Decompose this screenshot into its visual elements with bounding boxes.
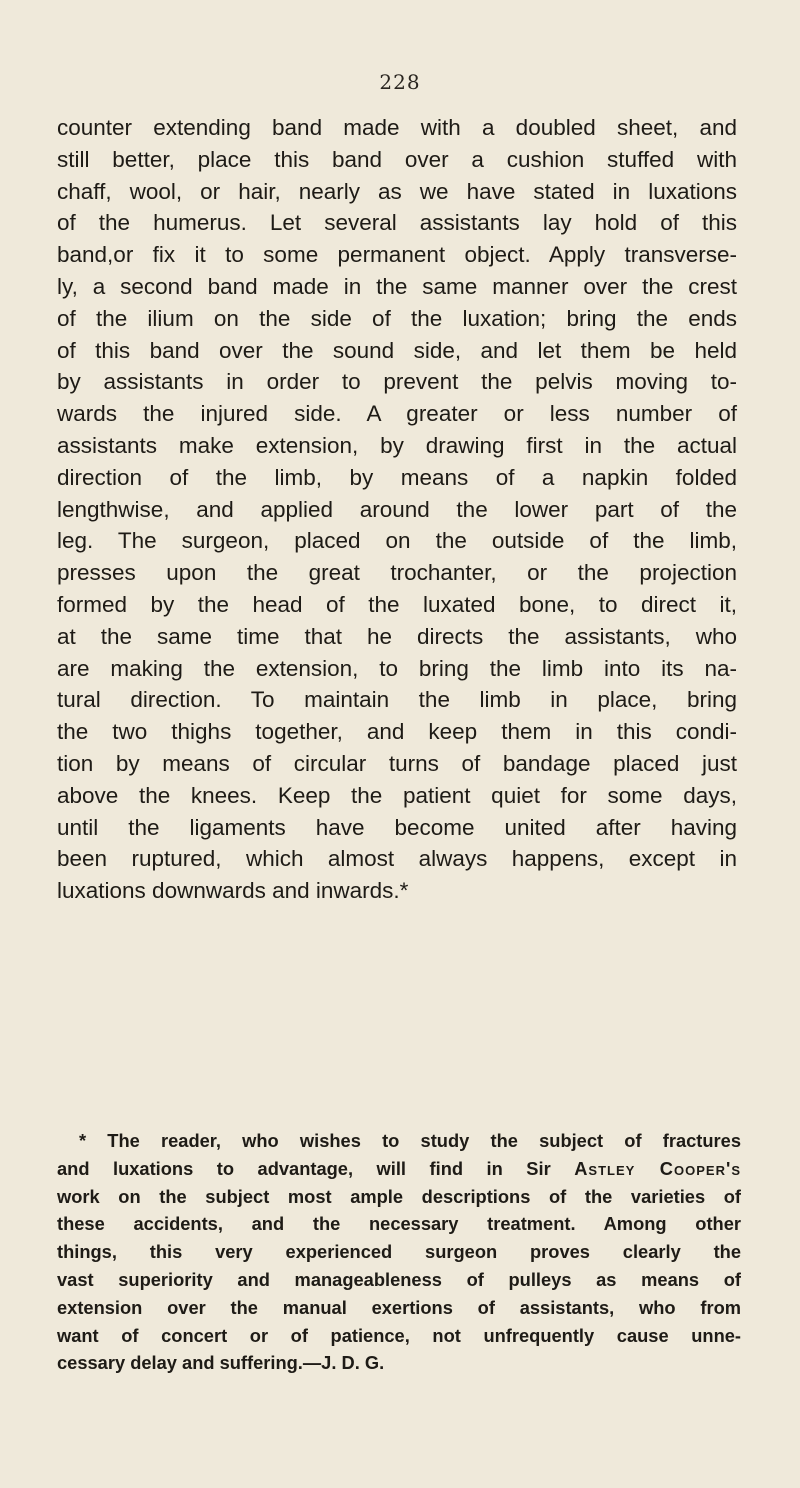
text-line: of this band over the sound side, and let them be held xyxy=(57,337,737,363)
text-line: assistants make extension, by drawing first in the actual xyxy=(57,432,737,458)
text-line: by assistants in order to prevent the pelvis moving to- xyxy=(57,369,737,395)
footnote-line xyxy=(57,1155,741,1183)
text-line: band,or fix it to some permanent object. Apply transverse- xyxy=(57,242,737,268)
footnote-author-name: Astley Cooper's xyxy=(574,1157,741,1179)
footnote-line: extension over the manual exertions of assistants, who from xyxy=(57,1296,741,1318)
text-line: of the ilium on the side of the luxation; bring the ends xyxy=(57,305,737,331)
footnote xyxy=(57,1127,741,1377)
main-text xyxy=(57,112,737,907)
text-line: lengthwise, and applied around the lower part of the xyxy=(57,496,737,522)
footnote-line: work on the subject most ample descriptions of the varieties of xyxy=(57,1185,741,1207)
text-line: counter extending band made with a doubled sheet, and xyxy=(57,115,737,140)
text-line: leg. The surgeon, placed on the outside of the limb, xyxy=(57,528,737,554)
text-line: the two thighs together, and keep them in this condi- xyxy=(57,719,737,745)
text-line: luxations downwards and inwards.* xyxy=(57,878,409,904)
footnote-line: things, this very experienced surgeon proves clearly the xyxy=(57,1241,741,1263)
text-line: of the humerus. Let several assistants lay hold of this xyxy=(57,210,737,236)
page-number: 228 xyxy=(379,70,421,94)
footnote-line-text: and luxations to advantage, will find in Sir xyxy=(57,1157,551,1179)
text-line: at the same time that he directs the assistants, who xyxy=(57,623,737,649)
text-line: still better, place this band over a cushion stuffed with xyxy=(57,146,737,172)
text-line: wards the injured side. A greater or less number of xyxy=(57,401,737,427)
text-line: are making the extension, to bring the limb into its na- xyxy=(57,655,737,681)
text-line: presses upon the great trochanter, or the projection xyxy=(57,560,737,586)
text-line: tion by means of circular turns of bandage placed just xyxy=(57,750,737,776)
footnote-line: these accidents, and the necessary treatment. Among other xyxy=(57,1213,741,1235)
footnote-line: cessary delay and suffering.—J. D. G. xyxy=(57,1352,385,1374)
text-line: formed by the head of the luxated bone, to direct it, xyxy=(57,591,737,617)
text-line: direction of the limb, by means of a napkin folded xyxy=(57,464,737,490)
text-line: above the knees. Keep the patient quiet for some days, xyxy=(57,782,737,808)
footnote-line: * The reader, who wishes to study the subject of fractures xyxy=(79,1130,741,1151)
footnote-line: vast superiority and manageableness of pulleys as means of xyxy=(57,1268,741,1290)
text-line: been ruptured, which almost always happens, except in xyxy=(57,846,737,872)
text-line: until the ligaments have become united after having xyxy=(57,814,737,840)
footnote-line: want of concert or of patience, not unfrequently cause unne- xyxy=(57,1324,741,1346)
text-line: chaff, wool, or hair, nearly as we have stated in luxations xyxy=(57,178,737,204)
text-line: tural direction. To maintain the limb in place, bring xyxy=(57,687,737,713)
text-line: ly, a second band made in the same manner over the crest xyxy=(57,273,737,299)
